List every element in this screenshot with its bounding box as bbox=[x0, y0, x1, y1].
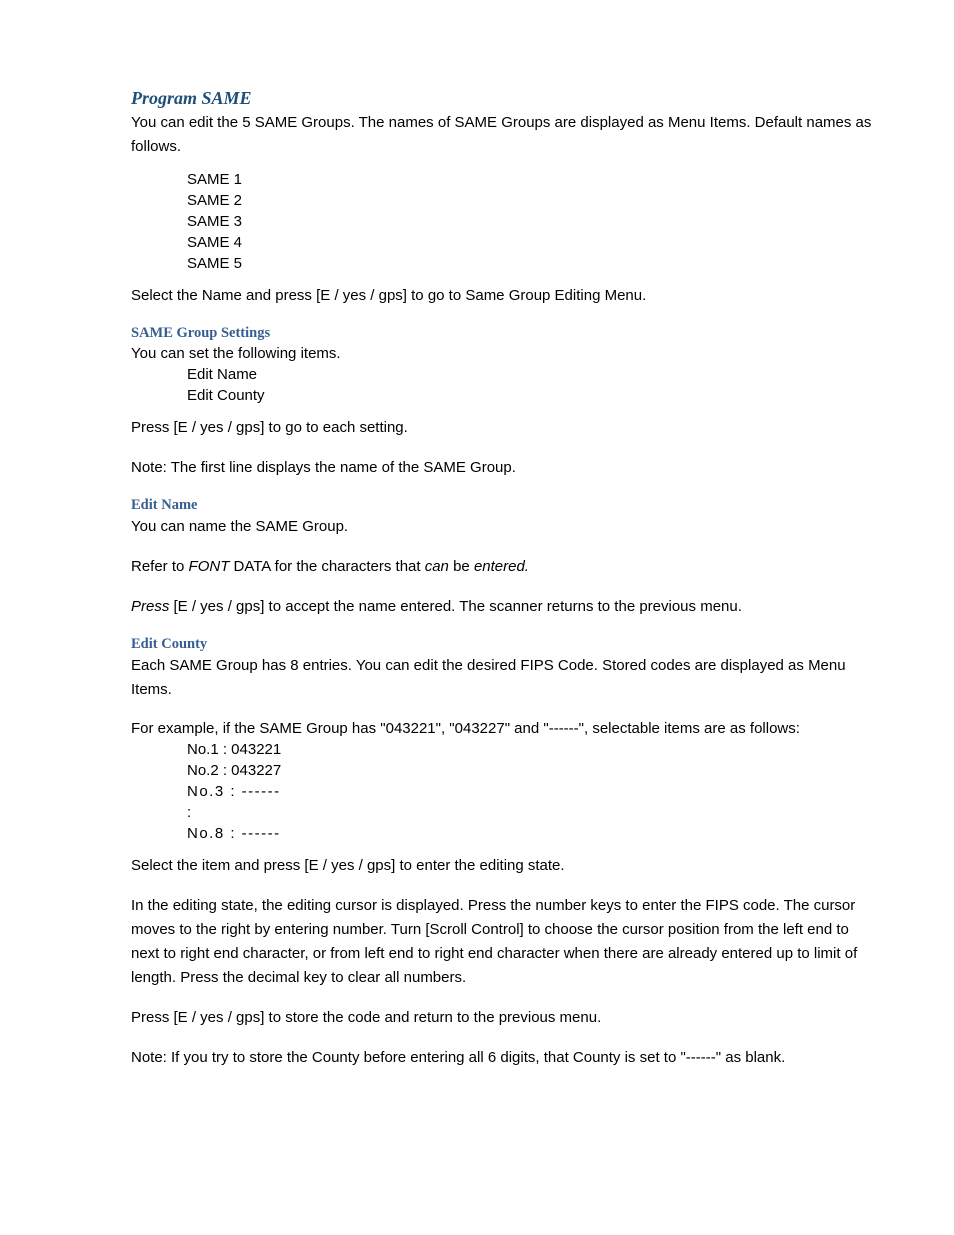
list-item: No.2 : 043227 bbox=[187, 762, 282, 779]
example-paragraph: For example, if the SAME Group has "043221", "043227" and "------", selectable items are as follows: bbox=[131, 720, 800, 737]
county-note-paragraph: Note: If you try to store the County before entering all 6 digits, that County is set to "------" as blank. bbox=[131, 1049, 786, 1066]
press-setting-paragraph: Press [E / yes / gps] to go to each setting. bbox=[131, 419, 408, 436]
list-item: No.3 : ------ bbox=[187, 783, 281, 800]
group-settings-paragraph: You can set the following items. bbox=[131, 345, 341, 362]
edit-county-paragraph: Each SAME Group has 8 entries. You can edit the desired FIPS Code. Stored codes are displayed as Menu Items. bbox=[131, 657, 846, 698]
store-code-paragraph: Press [E / yes / gps] to store the code and return to the previous menu. bbox=[131, 1009, 602, 1026]
default-names-list bbox=[131, 169, 876, 274]
document-page bbox=[131, 86, 876, 1070]
list-item: SAME 5 bbox=[187, 255, 243, 272]
font-data-paragraph: Refer to FONT DATA for the characters that can be entered. bbox=[131, 558, 529, 575]
editing-state-paragraph: In the editing state, the editing cursor is displayed. Press the number keys to enter the FIPS code. The cursor moves to the right by entering number. Turn [Scroll Control] to choose the cursor position from the left end to next to right end character, or from left end to right end character when there are already entered up to limit of length. Press the decimal key to clear all numbers. bbox=[131, 897, 858, 986]
group-settings-list bbox=[131, 364, 876, 406]
accept-name-paragraph: Press [E / yes / gps] to accept the name entered. The scanner returns to the previous menu. bbox=[131, 598, 742, 615]
section-heading-edit-name: Edit Name bbox=[131, 497, 198, 513]
list-item: SAME 1 bbox=[187, 171, 243, 188]
intro-paragraph: You can edit the 5 SAME Groups. The names of SAME Groups are displayed as Menu Items. Default names as follows. bbox=[131, 114, 872, 155]
section-heading-group-settings: SAME Group Settings bbox=[131, 325, 271, 341]
list-item: SAME 4 bbox=[187, 234, 243, 251]
list-item: SAME 2 bbox=[187, 192, 243, 209]
select-item-paragraph: Select the item and press [E / yes / gps] to enter the editing state. bbox=[131, 857, 565, 874]
list-item: Edit County bbox=[187, 387, 265, 404]
section-heading-edit-county: Edit County bbox=[131, 636, 208, 652]
list-item: Edit Name bbox=[187, 366, 258, 383]
list-item: SAME 3 bbox=[187, 213, 243, 230]
list-item: No.8 : ------ bbox=[187, 825, 281, 842]
select-name-paragraph: Select the Name and press [E / yes / gps] to go to Same Group Editing Menu. bbox=[131, 287, 647, 304]
group-note-paragraph: Note: The first line displays the name of the SAME Group. bbox=[131, 459, 516, 476]
list-item: : bbox=[187, 804, 192, 821]
county-items-list bbox=[131, 739, 876, 844]
page-title: Program SAME bbox=[131, 88, 252, 108]
edit-name-paragraph: You can name the SAME Group. bbox=[131, 518, 349, 535]
list-item: No.1 : 043221 bbox=[187, 741, 282, 758]
